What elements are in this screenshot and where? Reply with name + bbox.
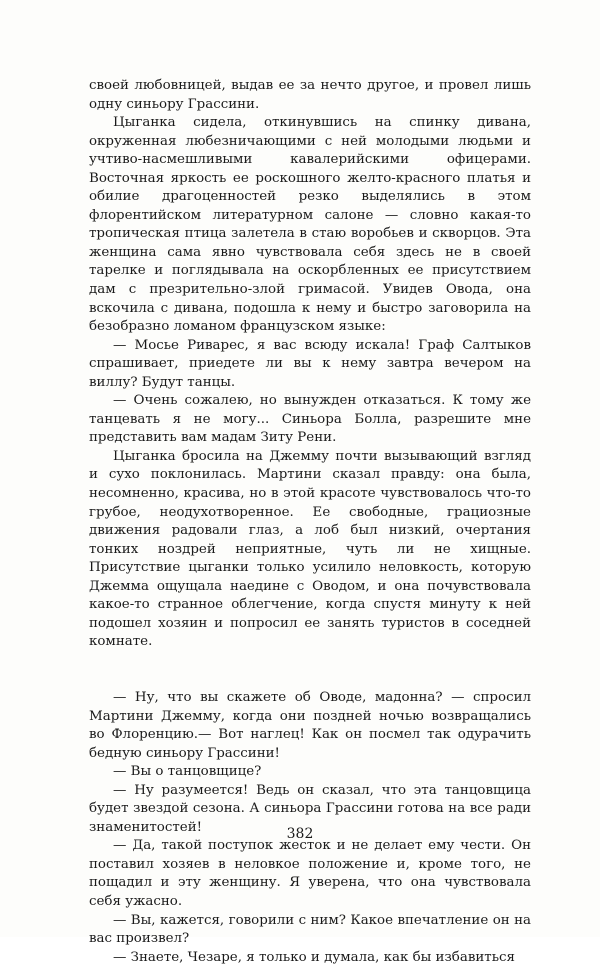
paragraph: — Ну, что вы скажете об Оводе, мадонна? — спросил Мартини Джемму, когда они поздней ночью возвращались во Флоренцию.— Вот наглец! Как он посмел так одурачить бедную синьору Грассини! <box>89 689 531 761</box>
paragraph: — Вы о танцовщице? <box>113 764 262 780</box>
page-number: 382 <box>286 826 314 842</box>
paragraph: — Мосье Риварес, я вас всюду искала! Граф Салтыков спрашивает, приедете ли вы к нему завтра вечером на виллу? Будут танцы. <box>89 337 531 390</box>
paragraph: Цыганка сидела, откинувшись на спинку дивана, окруженная любезничающими с ней молодыми людьми и учтиво-насмешливыми кавалерийскими офицерами. Восточная яркость ее роскошного желто-красного платья и обилие драгоценностей резко выделялись в этом флорентийском литературном салоне — словно какая-то тропическая птица залетела в стаю воробьев и скворцов. Эта женщина сама явно чувствовала себя здесь не в своей тарелке и поглядывала на оскорбленных ее присутствием дам с презрительно-злой гримасой. Увидев Овода, она вскочила с дивана, подошла к нему и быстро заговорила на безобразно ломаном французском языке: <box>89 115 531 335</box>
paragraph: — Знаете, Чезаре, я только и думала, как бы избавиться <box>113 949 515 965</box>
paragraph: — Очень сожалею, но вынужден отказаться. К тому же танцевать я не могу... Синьора Болла, разрешите мне представить вам мадам Зиту Рени. <box>89 393 531 446</box>
paragraph: — Да, такой поступок жесток и не делает ему чести. Он поставил хозяев в неловкое положение и, кроме того, не пощадил и эту женщину. Я уверена, что она чувствовала себя ужасно. <box>89 838 531 909</box>
paragraph: своей любовницей, выдав ее за нечто другое, и провел лишь одну синьору Грассини. <box>89 78 531 112</box>
paragraph: — Ну разумеется! Ведь он сказал, что эта танцовщица будет звездой сезона. А синьора Грассини готова на все ради знаменитостей! <box>89 782 531 835</box>
text-section-1 <box>89 77 531 652</box>
section-break <box>89 652 531 689</box>
paragraph: Цыганка бросила на Джемму почти вызывающий взгляд и сухо поклонилась. Мартини сказал правду: она была, несомненно, красива, но в этой красоте чувствовалось что-то грубое, неодухотворенное. Ее свободные, грациозные движения радовали глаз, а лоб был низкий, очертания тонких ноздрей неприятные, чуть ли не хищные. Присутствие цыганки только усилило неловкость, которую Джемма ощущала наедине с Оводом, и она почувствовала какое-то странное облегчение, когда спустя минуту к ней подошел хозяин и попросил ее занять туристов в соседней комнате. <box>89 448 531 650</box>
paragraph: — Вы, кажется, говорили с ним? Какое впечатление он на вас произвел? <box>89 912 531 947</box>
